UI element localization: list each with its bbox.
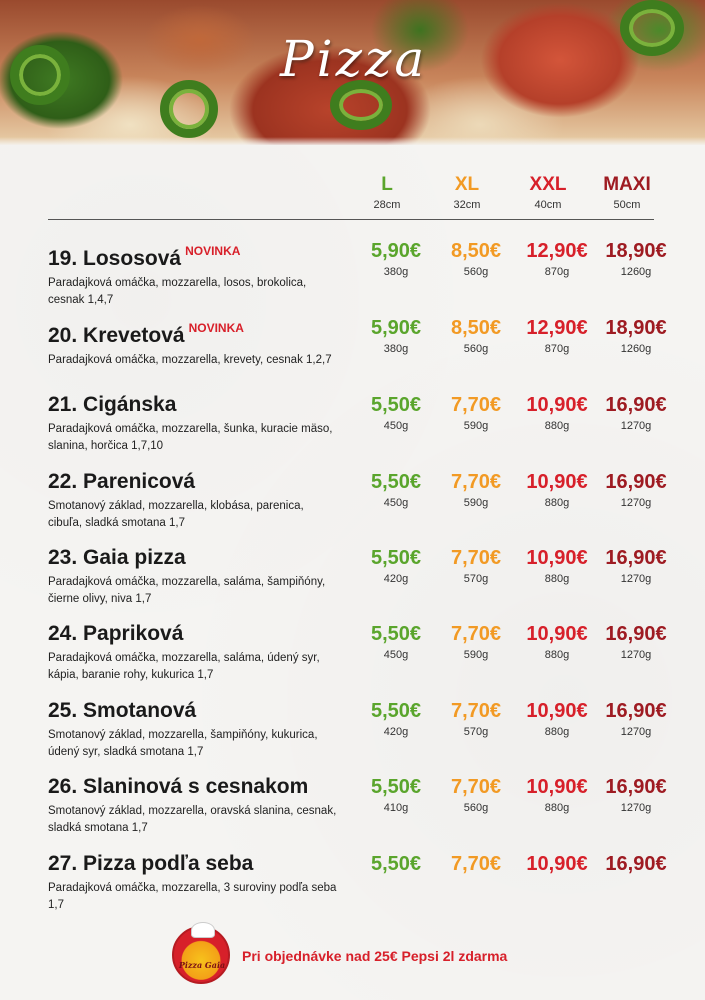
weight-value: 450g [383,497,409,509]
size-diameter: 32cm [453,199,481,211]
weight-value: 880g [544,497,570,509]
price-value: 7,70€ [450,471,502,493]
size-label: L [381,174,393,195]
new-badge: NOVINKA [185,244,241,258]
pizza-gaia-logo [172,926,230,984]
pizza-ingredients: Smotanový základ, mozzarella, šampiňóny, kukurica, údený syr, sladká smotana 1,7 [48,729,318,758]
price-value: 10,90€ [526,471,588,493]
price-value: 16,90€ [605,471,667,493]
page-title: Pizza [280,30,428,88]
weight-value: 880g [544,649,570,661]
weight-value: 380g [383,266,409,278]
price-cell-l [354,392,438,434]
price-value: 5,50€ [370,547,422,569]
weight-value: 420g [383,573,409,585]
price-cell-l [354,698,438,740]
price-value: 16,90€ [605,623,667,645]
pizza-ingredients: Paradajková omáčka, mozzarella, krevety, cesnak 1,2,7 [48,354,332,366]
price-value: 16,90€ [605,700,667,722]
weight-value: 1270g [620,649,652,661]
price-value: 7,70€ [450,547,502,569]
menu-item [48,392,667,455]
price-value: 5,50€ [370,471,422,493]
price-value: 5,90€ [370,240,422,262]
price-cell-xl [434,774,518,816]
weight-value: 450g [383,420,409,432]
price-value: 10,90€ [526,394,588,416]
weight-value: 1270g [620,497,652,509]
weight-value: 590g [463,649,489,661]
price-cell-l [354,774,438,816]
header-divider [48,219,654,220]
pizza-ingredients: Paradajková omáčka, mozzarella, saláma, šampiňóny, čierne olivy, niva 1,7 [48,576,326,605]
price-cell-maxi [594,238,678,280]
size-label: XL [454,174,480,195]
price-cell-maxi [594,774,678,816]
price-value: 5,50€ [370,394,422,416]
weight-value: 380g [383,343,409,355]
price-cell-l [354,851,438,877]
menu-item [48,469,667,532]
price-cell-l [354,238,438,280]
weight-value: 420g [383,726,409,738]
weight-value: 1270g [620,726,652,738]
weight-value: 880g [544,726,570,738]
size-header-l [347,173,427,213]
size-diameter: 40cm [534,199,562,211]
size-header-xl [427,173,507,213]
price-cell-maxi [594,621,678,663]
price-cell-xl [434,851,518,877]
jalapeno-slice [620,0,684,56]
price-value: 7,70€ [450,394,502,416]
price-cell-maxi [594,698,678,740]
size-diameter: 50cm [613,199,641,211]
menu-item [48,698,667,761]
price-cell-xxl [515,315,599,357]
weight-value: 560g [463,266,489,278]
price-cell-xl [434,621,518,663]
price-value: 7,70€ [450,700,502,722]
new-badge: NOVINKA [188,321,244,335]
price-cell-xl [434,238,518,280]
price-value: 10,90€ [526,853,588,875]
price-value: 12,90€ [526,317,588,339]
price-value: 16,90€ [605,394,667,416]
weight-value: 1270g [620,420,652,432]
weight-value: 560g [463,343,489,355]
price-cell-xxl [515,774,599,816]
menu-item [48,851,667,914]
pizza-name-text: 25. Smotanová [48,699,197,722]
menu-item [48,774,667,837]
pizza-name-text: 19. Lososová [48,247,182,270]
pizza-photo-banner [0,0,705,145]
weight-value: 1260g [620,266,652,278]
price-value: 5,50€ [370,700,422,722]
price-cell-xl [434,698,518,740]
price-cell-l [354,545,438,587]
price-cell-xl [434,545,518,587]
price-value: 10,90€ [526,700,588,722]
price-value: 16,90€ [605,547,667,569]
price-value: 7,70€ [450,853,502,875]
weight-value: 590g [463,420,489,432]
pizza-ingredients: Smotanový základ, mozzarella, oravská slanina, cesnak, sladká smotana 1,7 [48,805,337,834]
weight-value: 880g [544,802,570,814]
weight-value: 1260g [620,343,652,355]
menu-item [48,315,667,369]
price-value: 7,70€ [450,623,502,645]
weight-value: 590g [463,497,489,509]
weight-value: 880g [544,420,570,432]
size-diameter: 28cm [373,199,401,211]
price-cell-maxi [594,469,678,511]
price-value: 12,90€ [526,240,588,262]
price-cell-xl [434,315,518,357]
pizza-ingredients: Paradajková omáčka, mozzarella, šunka, kuracie mäso, slanina, horčica 1,7,10 [48,423,333,452]
weight-value: 570g [463,726,489,738]
pizza-name-text: 21. Cigánska [48,393,177,416]
price-cell-xxl [515,238,599,280]
price-cell-xl [434,392,518,434]
pizza-ingredients: Smotanový základ, mozzarella, klobása, parenica, cibuľa, sladká smotana 1,7 [48,500,304,529]
price-value: 8,50€ [450,317,502,339]
pizza-name-text: 27. Pizza podľa seba [48,852,254,875]
price-cell-maxi [594,545,678,587]
menu-item [48,238,667,309]
weight-value: 870g [544,343,570,355]
price-value: 5,50€ [370,853,422,875]
pizza-name-text: 24. Papriková [48,622,184,645]
price-cell-xxl [515,392,599,434]
chef-hat-icon [191,922,215,938]
price-cell-xxl [515,621,599,663]
weight-value: 450g [383,649,409,661]
pizza-ingredients: Paradajková omáčka, mozzarella, losos, brokolica, cesnak 1,4,7 [48,277,307,306]
weight-value: 410g [383,802,409,814]
price-cell-xxl [515,851,599,877]
pizza-name-text: 23. Gaia pizza [48,546,186,569]
price-cell-xxl [515,469,599,511]
pizza-name-text: 26. Slaninová s cesnakom [48,775,309,798]
weight-value: 1270g [620,802,652,814]
price-value: 5,50€ [370,623,422,645]
price-cell-xl [434,469,518,511]
price-value: 18,90€ [605,240,667,262]
price-value: 10,90€ [526,547,588,569]
weight-value: 1270g [620,573,652,585]
size-label: XXL [529,174,567,195]
size-header-maxi [587,173,667,213]
pizza-name-text: 22. Parenicová [48,470,196,493]
price-value: 7,70€ [450,776,502,798]
jalapeno-slice [10,45,70,105]
price-value: 8,50€ [450,240,502,262]
price-cell-maxi [594,315,678,357]
price-value: 10,90€ [526,623,588,645]
price-value: 16,90€ [605,853,667,875]
price-cell-l [354,469,438,511]
pizza-name-text: 20. Krevetová [48,324,185,347]
promo-text: Pri objednávke nad 25€ Pepsi 2l zdarma [242,948,508,964]
menu-item [48,545,667,608]
size-label: MAXI [603,174,651,195]
price-cell-maxi [594,851,678,877]
price-value: 10,90€ [526,776,588,798]
weight-value: 570g [463,573,489,585]
weight-value: 880g [544,573,570,585]
price-cell-xxl [515,698,599,740]
logo-text: Pizza Gaia [178,960,226,970]
weight-value: 870g [544,266,570,278]
price-value: 16,90€ [605,776,667,798]
price-cell-l [354,621,438,663]
weight-value: 560g [463,802,489,814]
menu-item [48,621,667,684]
pizza-ingredients: Paradajková omáčka, mozzarella, saláma, údený syr, kápia, baranie rohy, kukurica 1,7 [48,652,320,681]
price-value: 18,90€ [605,317,667,339]
price-cell-l [354,315,438,357]
price-cell-maxi [594,392,678,434]
price-cell-xxl [515,545,599,587]
jalapeno-slice [160,80,218,138]
size-header-xxl [508,173,588,213]
pizza-ingredients: Paradajková omáčka, mozzarella, 3 suroviny podľa seba 1,7 [48,882,337,911]
price-value: 5,50€ [370,776,422,798]
price-value: 5,90€ [370,317,422,339]
